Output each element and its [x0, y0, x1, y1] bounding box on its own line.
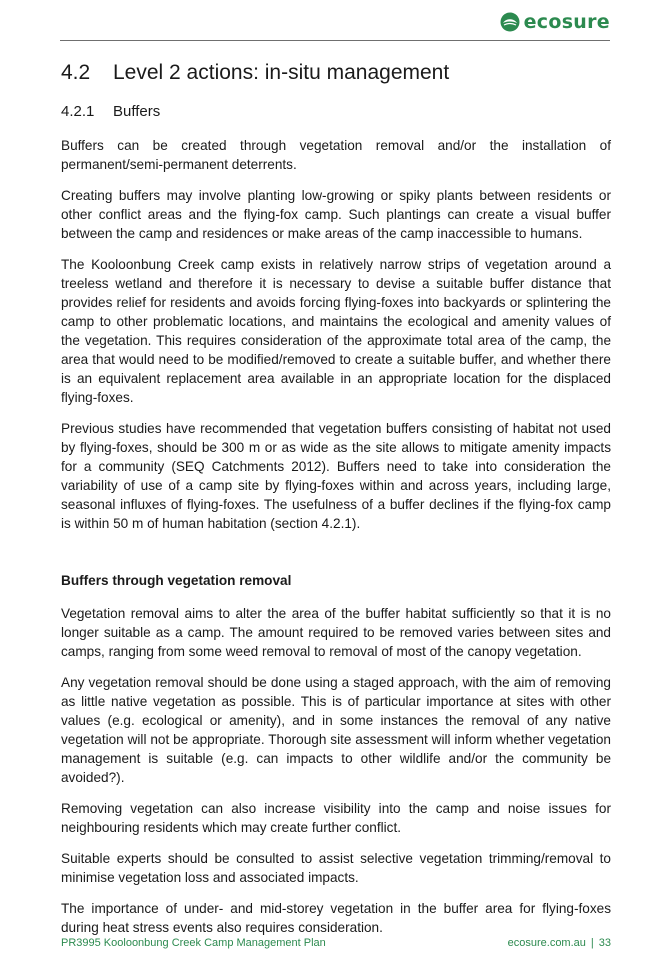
page-number: 33	[598, 937, 611, 949]
paragraph: Previous studies have recommended that vegetation buffers consisting of habitat not used by flying-foxes, should be 300 m or as wide as the site allows to mitigate amenity impacts for a community (SEQ Catchments 2012). Buffers need to take into consideration the variability of use of a camp site by flying-foxes within and across years, including large, seasonal influxes of flying-foxes. The usefulness of a buffer declines if the flying-fox camp is within 50 m of human habitation (section 4.2.1).	[61, 421, 611, 531]
brand-logo	[500, 12, 610, 32]
subsection-heading	[61, 102, 611, 122]
section-title: Level 2 actions: in-situ management	[113, 61, 450, 84]
paragraph: Creating buffers may involve planting low-growing or spiky plants between residents or other conflict areas and the flying-fox camp. Such plantings can create a visual buffer between the camp and residences or make areas of the camp inaccessible to humans.	[61, 188, 611, 241]
paragraph: Removing vegetation can also increase visibility into the camp and noise issues for neighbouring residents which may create further conflict.	[61, 801, 611, 835]
subsection-title: Buffers	[113, 103, 161, 120]
ecosure-leaf-logo-icon	[500, 12, 520, 32]
header-divider	[60, 40, 610, 41]
paragraph: Vegetation removal aims to alter the area of the buffer habitat sufficiently so that it is no longer suitable as a camp. The amount required to be removed varies between sites and camps, ranging from some weed removal to removal of most of the canopy vegetation.	[61, 606, 611, 659]
paragraph: The importance of under- and mid-storey vegetation in the buffer area for flying-foxes during heat stress events also requires consideration.	[61, 901, 611, 935]
footer-right	[508, 937, 611, 949]
section-heading	[61, 60, 611, 86]
paragraph: Any vegetation removal should be done using a staged approach, with the aim of removing as little native vegetation as possible. This is of particular importance at sites with other values (e.g. ecological or amenity), and in some instances the removal of any native vegetation will not be appropriate. Thorough site assessment will inform whether vegetation management is suitable (e.g. can impacts to other wildlife and/or the community be avoided?).	[61, 675, 611, 785]
paragraph: Buffers can be created through vegetation removal and/or the installation of permanent/semi-permanent deterrents.	[61, 138, 611, 172]
subheading: Buffers through vegetation removal	[61, 573, 292, 588]
footer-document-title: PR3995 Kooloonbung Creek Camp Management Plan	[61, 937, 326, 949]
paragraph: The Kooloonbung Creek camp exists in relatively narrow strips of vegetation around a treeless wetland and therefore it is necessary to devise a suitable buffer distance that provides relief for residents and avoids forcing flying-foxes into backyards or splintering the camp to other problematic locations, and maintains the ecological and amenity values of the vegetation. This requires consideration of the approximate total area of the camp, the area that would need to be modified/removed to create a suitable buffer, and whether there is an equivalent replacement area available in an appropriate location for the displaced flying-foxes.	[61, 257, 611, 405]
subsection-number: 4.2.1	[61, 103, 95, 120]
footer-separator: |	[590, 937, 594, 949]
page-content	[61, 60, 611, 937]
logo-text: ecosure	[523, 11, 610, 33]
paragraph: Suitable experts should be consulted to assist selective vegetation trimming/removal to minimise vegetation loss and associated impacts.	[61, 851, 611, 885]
section-number: 4.2	[61, 61, 91, 84]
page-footer	[61, 937, 611, 949]
footer-website[interactable]: ecosure.com.au	[507, 937, 586, 949]
